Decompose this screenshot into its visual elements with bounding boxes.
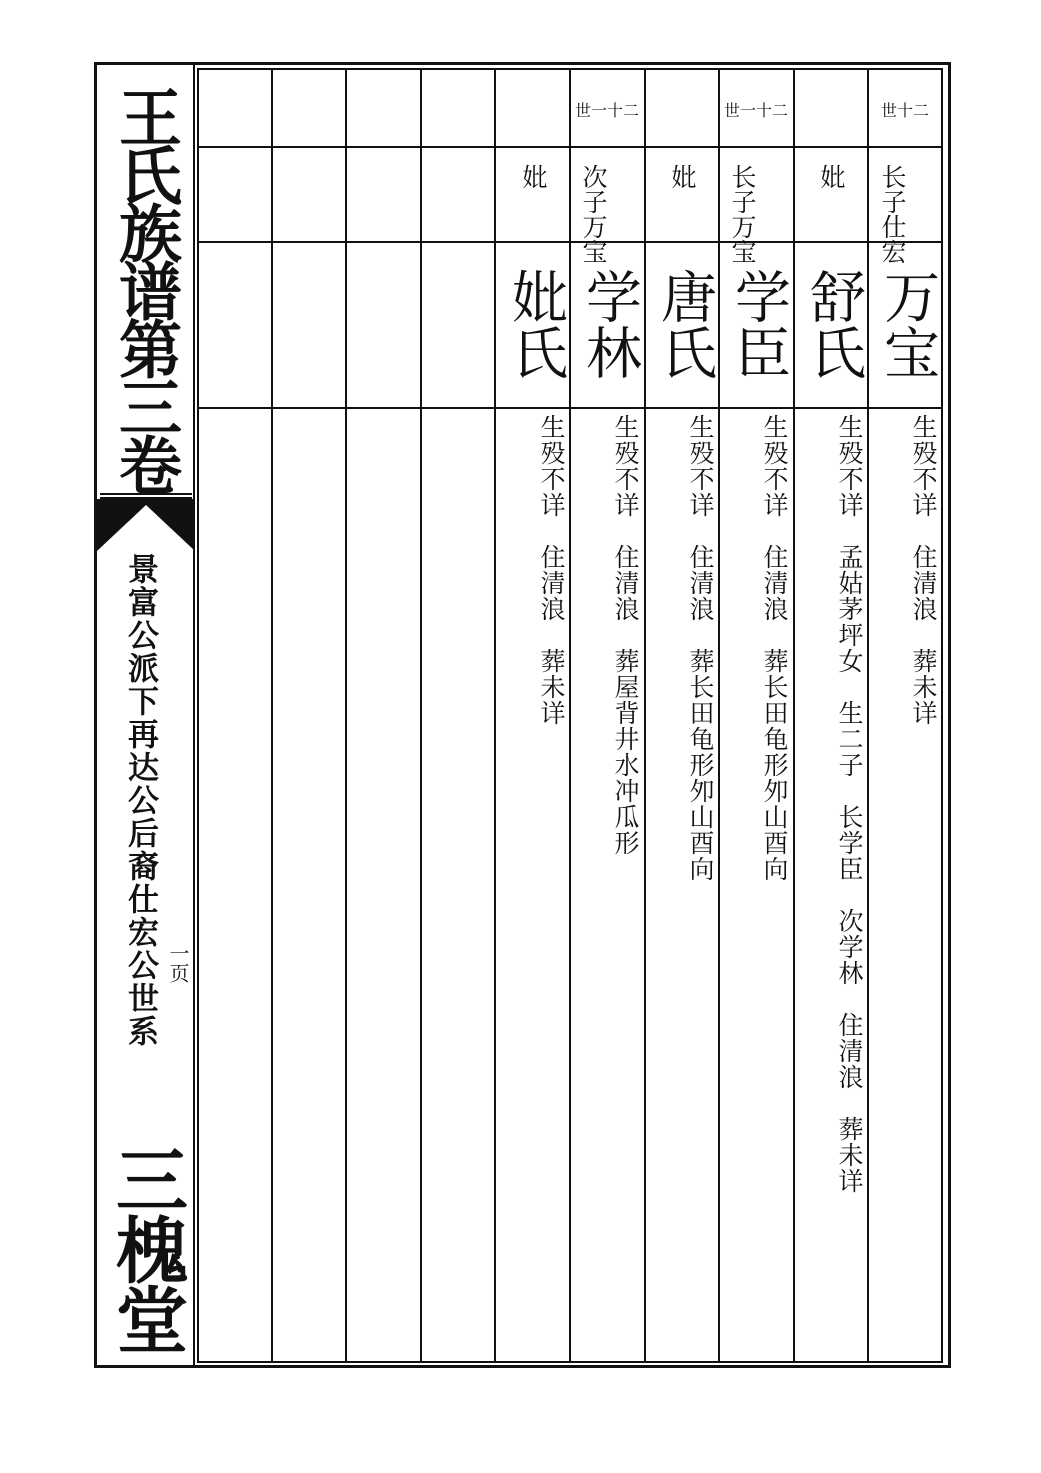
person-bio: 生殁不详 住清浪 葬屋背井水冲瓜形 [611, 414, 640, 856]
book-title: 王氏族谱第三卷 [109, 85, 183, 491]
relation-label: 长子仕宏 [878, 164, 907, 264]
relation-label: 次子万宝 [579, 164, 608, 264]
generation-label: 世一十二 [574, 101, 639, 120]
spine-divider [100, 493, 192, 495]
fishtail-ornament-icon [97, 499, 195, 551]
table-row-rule [197, 407, 943, 409]
person-name: 妣氏 [503, 268, 568, 380]
hall-name: 三槐堂 [104, 1143, 189, 1353]
person-name: 学林 [577, 268, 642, 380]
relation-label: 长子万宝 [728, 164, 757, 264]
genealogy-table [197, 68, 943, 1365]
person-bio: 生殁不详 住清浪 葬长田龟形夘山酉向 [760, 414, 789, 882]
person-name: 万宝 [875, 268, 940, 380]
book-spine [97, 65, 195, 1365]
person-bio: 生殁不详 住清浪 葬长田龟形夘山酉向 [686, 414, 715, 882]
relation-label: 妣 [519, 164, 548, 189]
relation-label: 妣 [668, 164, 697, 189]
person-name: 学臣 [726, 268, 791, 380]
page-number: 一页 [166, 943, 190, 983]
person-bio: 生殁不详 孟姑茅坪女 生二子 长学臣 次学林 住清浪 葬未详 [835, 414, 864, 1194]
lineage-subtitle: 景富公派下再达公后裔仕宏公世系 [122, 553, 158, 1048]
table-column-rule [793, 68, 795, 1363]
generation-label: 世十二 [880, 101, 929, 120]
relation-label: 妣 [817, 164, 846, 189]
table-row-rule [197, 241, 943, 243]
table-column-rule [271, 68, 273, 1363]
table-column-rule [345, 68, 347, 1363]
table-row-rule [197, 1361, 943, 1363]
person-name: 唐氏 [652, 268, 717, 380]
table-row-rule [197, 146, 943, 148]
table-column-rule [644, 68, 646, 1363]
table-column-rule [420, 68, 422, 1363]
table-row-rule [197, 68, 943, 70]
person-bio: 生殁不详 住清浪 葬未详 [909, 414, 938, 726]
table-column-rule [197, 68, 199, 1363]
generation-label: 世一十二 [723, 101, 788, 120]
person-bio: 生殁不详 住清浪 葬未详 [537, 414, 566, 726]
person-name: 舒氏 [801, 268, 866, 380]
table-column-rule [494, 68, 496, 1363]
